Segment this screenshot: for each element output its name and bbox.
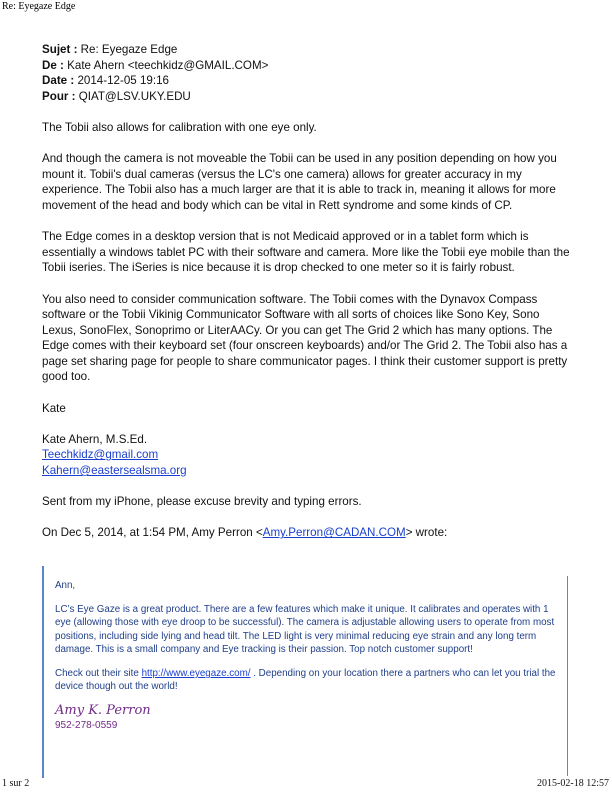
email-meta [42,42,572,104]
signature-name: Kate Ahern, M.S.Ed. [42,432,148,446]
subject-line [42,42,572,58]
page-number: 1 sur 2 [2,778,30,789]
body-paragraph-3: The Edge comes in a desktop version that is not Medicaid approved or in a tablet form which is essentially a windows tablet PC with their software and camera. More like the Tobii eye mobile than the Tobii iseries. The iSeries is nice because it is drop checked to one meter so it is fairly robust. [42,230,570,275]
quoted-p2-suffix: . Depending on your location there a partners who can let you trial the device though out the world! [55,668,556,693]
quoted-signature: Amy K. Perron [55,703,151,719]
sent-from-note: Sent from my iPhone, please excuse brevity and typing errors. [42,495,362,509]
quoted-phone: 952-278-0559 [55,719,118,731]
body-paragraph-1: The Tobii also allows for calibration with one eye only. [42,120,317,134]
from-label: De : [42,58,64,72]
to-line [42,89,572,105]
reply-attribution [42,525,572,541]
reply-prefix: On Dec 5, 2014, at 1:54 PM, Amy Perron < [42,526,263,540]
quoted-message [42,566,568,778]
reply-email-link[interactable]: Amy.Perron@CADAN.COM [262,526,406,540]
email-body [42,42,572,541]
reply-suffix: > wrote: [405,526,448,540]
to-label: Pour : [42,89,76,103]
quoted-p2-prefix: Check out their site [55,668,142,680]
quote-right-rule [567,576,568,776]
date-line [42,73,572,89]
body-paragraph-2: And though the camera is not moveable the Tobii can be used in any position depending on how you mount it. Tobii's dual cameras (versus the LC's one camera) allows for greater accuracy in my experience. The Tobii also has a much larger are that it is able to track in, meaning it allows for more movement of the head and body which can be vital in Rett syndrome and some kinds of CP. [42,152,557,212]
quoted-content [55,579,561,732]
signature-email-link-2[interactable]: Kahern@eastersealsma.org [42,464,187,478]
body-paragraph-4: You also need to consider communication software. The Tobii comes with the Dynavox Compass software or the Tobii Vikinig Communicator Software with all sorts of choices like Sono Key, Sono Lexus, SonoFlex, Sonoprimo or LiterAACy. Or you can get The Grid 2 which has many options. The Edge comes with their keyboard set (four onscreen keyboards) and/or The Grid 2. The Tobii also has a page set sharing page for people to share communicator pages. I think their customer support is pretty good too. [42,292,568,384]
date-label: Date : [42,74,75,88]
print-timestamp: 2015-02-18 12:57 [537,778,609,789]
date-value: 2014-12-05 19:16 [77,74,169,88]
signature-block [42,432,572,479]
page-header: Re: Eyegaze Edge [2,1,76,12]
from-value: Kate Ahern <teechkidz@GMAIL.COM> [67,58,269,72]
to-value: QIAT@LSV.UKY.EDU [78,89,191,103]
quoted-greeting: Ann, [55,580,76,591]
signature-email-link-1[interactable]: Teechkidz@gmail.com [42,448,159,462]
quoted-paragraph-1: LC’s Eye Gaze is a great product. There are a few features which make it unique. It calibrates and operates with 1 eye (allowing those with eye droop to be successful). The camera is adjustable allowing users to operate from most positions, including side lying and head tilt. The LED light is very minimal reducing eye strain and any long term damage. This is a small company and Eye tracking is their passion. Top notch customer support! [55,604,555,655]
signoff: Kate [42,401,66,415]
eyegaze-site-link[interactable]: http://www.eyegaze.com/ [141,668,251,680]
quoted-paragraph-2 [55,667,561,693]
subject-label: Sujet : [42,43,78,56]
subject-value: Re: Eyegaze Edge [80,43,178,56]
from-line [42,58,572,74]
